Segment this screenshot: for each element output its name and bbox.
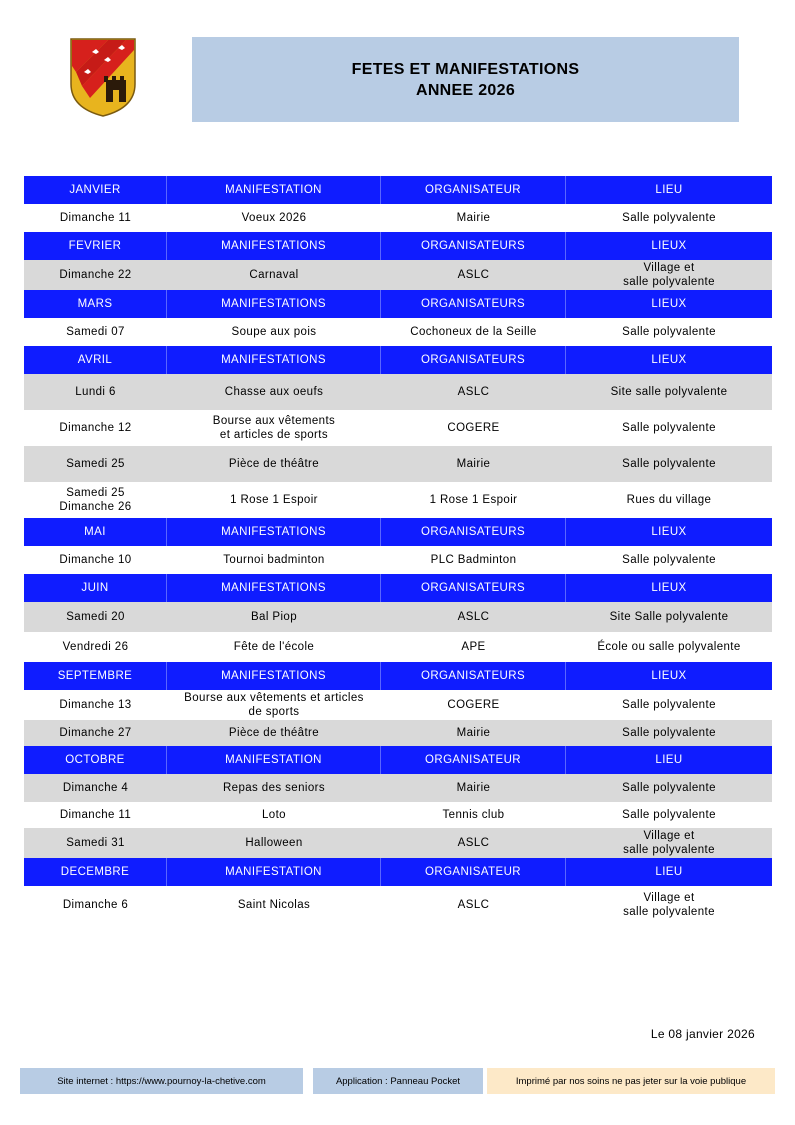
event-date: Samedi 25 Dimanche 26	[59, 487, 132, 513]
month-header-row	[24, 176, 772, 204]
event-place: Salle polyvalente	[622, 782, 716, 794]
event-row	[24, 802, 772, 828]
event-name: Chasse aux oeufs	[224, 386, 324, 398]
event-row	[24, 374, 772, 410]
event-organizer: ASLC	[457, 269, 490, 281]
event-name: Bourse aux vêtements et articles de sports	[184, 692, 364, 718]
event-date: Dimanche 27	[59, 727, 132, 739]
event-name: Soupe aux pois	[231, 326, 317, 338]
event-place: École ou salle polyvalente	[597, 641, 741, 653]
event-row	[24, 318, 772, 346]
event-date: Dimanche 22	[59, 269, 132, 281]
event-name: Repas des seniors	[222, 782, 326, 794]
event-date: Samedi 25	[66, 458, 125, 470]
event-organizer: Tennis club	[442, 809, 505, 821]
month-header-row	[24, 346, 772, 374]
event-organizer: COGERE	[447, 699, 500, 711]
events-table	[24, 176, 772, 924]
event-organizer: PLC Badminton	[430, 554, 517, 566]
event-name: Tournoi badminton	[223, 554, 325, 566]
event-name: Saint Nicolas	[237, 899, 311, 911]
month-label: MAI	[24, 518, 167, 546]
event-date: Vendredi 26	[62, 641, 129, 653]
month-label: SEPTEMBRE	[24, 662, 167, 690]
column-header-organizer: ORGANISATEURS	[381, 662, 566, 690]
event-name: Pièce de théâtre	[228, 727, 320, 739]
event-date: Dimanche 6	[62, 899, 129, 911]
event-organizer: APE	[461, 641, 486, 653]
event-place: Village et salle polyvalente	[623, 830, 715, 856]
event-date: Dimanche 13	[59, 699, 132, 711]
column-header-organizer: ORGANISATEURS	[381, 346, 566, 374]
event-place: Rues du village	[626, 494, 712, 506]
event-row	[24, 774, 772, 802]
column-header-event: MANIFESTATIONS	[167, 346, 381, 374]
event-place: Salle polyvalente	[622, 326, 716, 338]
event-place: Salle polyvalente	[622, 554, 716, 566]
event-organizer: ASLC	[457, 386, 490, 398]
event-row	[24, 720, 772, 746]
column-header-event: MANIFESTATION	[167, 858, 381, 886]
column-header-organizer: ORGANISATEURS	[381, 574, 566, 602]
event-place: Salle polyvalente	[622, 727, 716, 739]
event-organizer: ASLC	[457, 899, 490, 911]
page-subtitle: ANNEE 2026	[415, 81, 516, 99]
month-label: DECEMBRE	[24, 858, 167, 886]
column-header-organizer: ORGANISATEUR	[381, 858, 566, 886]
column-header-organizer: ORGANISATEURS	[381, 232, 566, 260]
month-label: OCTOBRE	[24, 746, 167, 774]
column-header-place: LIEU	[655, 184, 683, 196]
print-note-footer: Imprimé par nos soins ne pas jeter sur la voie publique	[487, 1068, 775, 1094]
event-place: Site salle polyvalente	[610, 386, 728, 398]
event-name: Halloween	[245, 837, 303, 849]
month-label: JUIN	[24, 574, 167, 602]
issue-date: Le 08 janvier 2026	[650, 1027, 755, 1041]
month-header-row	[24, 290, 772, 318]
column-header-event: MANIFESTATIONS	[167, 232, 381, 260]
event-date: Dimanche 11	[59, 809, 132, 821]
website-footer[interactable]: Site internet : https://www.pournoy-la-chetive.com	[20, 1068, 303, 1094]
column-header-place: LIEU	[655, 866, 683, 878]
event-place: Site Salle polyvalente	[609, 611, 729, 623]
event-place: Salle polyvalente	[622, 809, 716, 821]
event-row	[24, 546, 772, 574]
month-label: FEVRIER	[24, 232, 167, 260]
column-header-event: MANIFESTATIONS	[167, 574, 381, 602]
event-organizer: ASLC	[457, 611, 490, 623]
month-label: AVRIL	[24, 346, 167, 374]
column-header-event: MANIFESTATION	[167, 176, 381, 204]
event-row	[24, 446, 772, 482]
event-date: Lundi 6	[75, 386, 116, 398]
event-place: Salle polyvalente	[622, 212, 716, 224]
event-name: Bal Piop	[250, 611, 298, 623]
column-header-organizer: ORGANISATEUR	[381, 746, 566, 774]
event-row	[24, 410, 772, 446]
month-header-row	[24, 518, 772, 546]
event-organizer: COGERE	[447, 422, 500, 434]
column-header-place: LIEUX	[651, 526, 687, 538]
month-label: JANVIER	[24, 176, 167, 204]
event-organizer: Mairie	[456, 782, 491, 794]
event-place: Salle polyvalente	[622, 699, 716, 711]
column-header-organizer: ORGANISATEURS	[381, 518, 566, 546]
event-row	[24, 886, 772, 924]
event-organizer: Cochoneux de la Seille	[410, 326, 537, 338]
event-organizer: Mairie	[456, 212, 491, 224]
event-name: Carnaval	[249, 269, 299, 281]
event-place: Salle polyvalente	[622, 422, 716, 434]
event-row	[24, 602, 772, 632]
event-place: Village et salle polyvalente	[623, 262, 715, 288]
month-label: MARS	[24, 290, 167, 318]
event-date: Samedi 20	[66, 611, 125, 623]
column-header-event: MANIFESTATIONS	[167, 662, 381, 690]
event-place: Salle polyvalente	[622, 458, 716, 470]
event-organizer: 1 Rose 1 Espoir	[429, 494, 518, 506]
event-date: Dimanche 4	[62, 782, 129, 794]
event-organizer: Mairie	[456, 727, 491, 739]
month-header-row	[24, 746, 772, 774]
column-header-event: MANIFESTATIONS	[167, 290, 381, 318]
event-name: Loto	[262, 809, 286, 821]
event-date: Dimanche 11	[59, 212, 132, 224]
app-footer: Application : Panneau Pocket	[313, 1068, 483, 1094]
column-header-organizer: ORGANISATEURS	[381, 290, 566, 318]
column-header-place: LIEUX	[651, 582, 687, 594]
column-header-event: MANIFESTATIONS	[167, 518, 381, 546]
event-row	[24, 260, 772, 290]
event-date: Samedi 07	[66, 326, 125, 338]
event-organizer: Mairie	[456, 458, 491, 470]
column-header-place: LIEUX	[651, 298, 687, 310]
month-header-row	[24, 574, 772, 602]
title-box	[192, 37, 739, 122]
column-header-place: LIEUX	[651, 354, 687, 366]
column-header-organizer: ORGANISATEUR	[381, 176, 566, 204]
column-header-event: MANIFESTATION	[167, 746, 381, 774]
event-place: Village et salle polyvalente	[623, 892, 715, 918]
month-header-row	[24, 858, 772, 886]
page-title: FETES ET MANIFESTATIONS	[351, 60, 580, 78]
column-header-place: LIEUX	[651, 670, 687, 682]
event-name: Voeux 2026	[241, 212, 307, 224]
event-row	[24, 482, 772, 518]
event-date: Dimanche 12	[59, 422, 132, 434]
event-row	[24, 632, 772, 662]
event-row	[24, 204, 772, 232]
event-date: Dimanche 10	[59, 554, 132, 566]
month-header-row	[24, 232, 772, 260]
event-row	[24, 828, 772, 858]
event-date: Samedi 31	[66, 837, 125, 849]
column-header-place: LIEU	[655, 754, 683, 766]
month-header-row	[24, 662, 772, 690]
event-row	[24, 690, 772, 720]
column-header-place: LIEUX	[651, 240, 687, 252]
event-name: Fête de l'école	[233, 641, 315, 653]
event-name: Pièce de théâtre	[228, 458, 320, 470]
event-name: 1 Rose 1 Espoir	[230, 494, 318, 506]
event-organizer: ASLC	[457, 837, 490, 849]
coat-of-arms-logo	[68, 36, 138, 118]
event-name: Bourse aux vêtements et articles de sports	[212, 415, 336, 441]
